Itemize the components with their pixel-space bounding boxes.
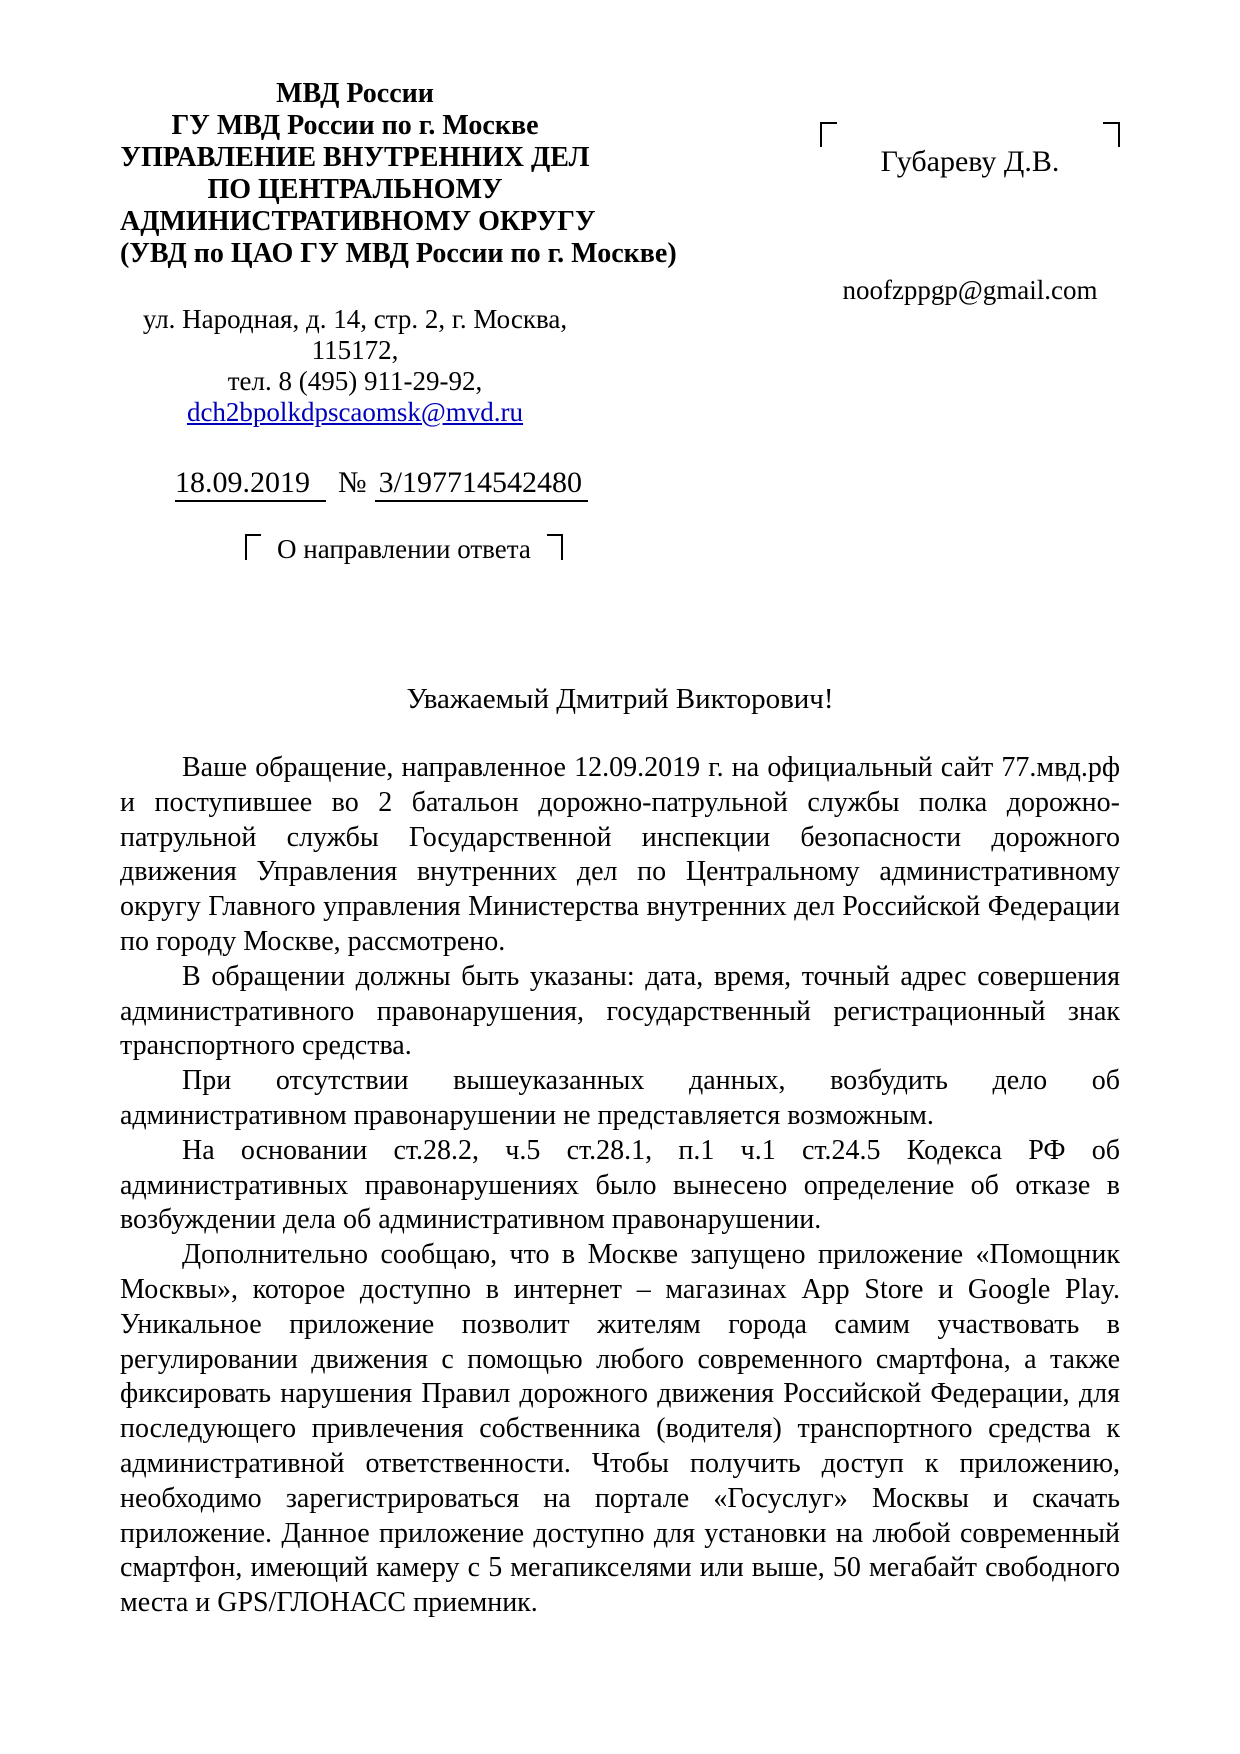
body-paragraph-2: В обращении должны быть указаны: дата, время, точный адрес совершения административного правонарушения, государственный регистрационный знак транспортного средства. bbox=[120, 960, 1120, 1062]
corner-bracket-left-icon bbox=[820, 122, 837, 147]
subject-line bbox=[120, 534, 590, 564]
body-paragraph-1: Ваше обращение, направленное 12.09.2019 г. на официальный сайт 77.мвд.рф и поступившее во 2 батальон дорожно-патрульной службы полка дорожно-патрульной службы Государственной инспекции безопасности дорожного движения Управления внутренних дел по Центральному административному округу Главного управления Министерства внутренних дел Российской Федерации по городу Москве, рассмотрено. bbox=[120, 752, 1120, 957]
body-paragraph-3: При отсутствии вышеуказанных данных, возбудить дело об административном правонарушении не представляется возможным. bbox=[120, 1065, 1120, 1131]
salutation: Уважаемый Дмитрий Викторович! bbox=[406, 683, 834, 715]
sender-contacts bbox=[120, 304, 590, 428]
sender-letterhead bbox=[120, 78, 677, 564]
body-paragraph-4: На основании ст.28.2, ч.5 ст.28.1, п.1 ч.1 ст.24.5 Кодекса РФ об административных правонарушениях было вынесено определение об отказе в возбуждении дела об административном правонарушении. bbox=[120, 1134, 1120, 1236]
letter-body bbox=[120, 751, 1120, 1621]
body-paragraph-5: Дополнительно сообщаю, что в Москве запущено приложение «Помощник Москвы», которое доступно в интернет – магазинах App Store и Google Play. Уникальное приложение позволит жителям города самим участвовать в регулировании движения с помощью любого современного смартфона, а также фиксировать нарушения Правил дорожного движения Российской Федерации, для последующего привлечения собственника (водителя) транспортного средства к административной ответственности. Чтобы получить доступ к приложению, необходимо зарегистрироваться на портале «Госуслуг» Москвы и скачать приложение. Данное приложение доступно для установки на любой современный смартфон, имеющий камеру с 5 мегапикселями или выше, 50 мегабайт свободного места и GPS/ГЛОНАСС приемник. bbox=[120, 1239, 1120, 1619]
org-line-2: ГУ МВД России по г. Москве bbox=[171, 110, 539, 141]
addressee-name: Губареву Д.В. bbox=[880, 145, 1060, 178]
number-sign: № bbox=[338, 466, 367, 499]
addressee-email: noofzppgp@gmail.com bbox=[842, 275, 1098, 305]
addressee-block bbox=[820, 78, 1120, 306]
org-line-1: МВД России bbox=[276, 78, 434, 109]
addressee-brackets bbox=[820, 122, 1120, 147]
corner-bracket-right-icon bbox=[1103, 122, 1120, 147]
org-line-4: ПО ЦЕНТРАЛЬНОМУ bbox=[207, 174, 503, 205]
letter-date: 18.09.2019 bbox=[175, 466, 326, 502]
sender-email-link[interactable]: dch2bpolkdpscaomsk@mvd.ru bbox=[186, 397, 524, 427]
org-line-5: АДМИНИСТРАТИВНОМУ ОКРУГУ bbox=[120, 206, 596, 237]
subject-text: О направлении ответа bbox=[277, 534, 531, 564]
reference-line bbox=[120, 466, 590, 502]
sender-street-address: ул. Народная, д. 14, стр. 2, г. Москва, 115172, bbox=[142, 304, 568, 365]
letter-header bbox=[120, 78, 1120, 564]
sender-phone: тел. 8 (495) 911-29-92, bbox=[227, 366, 483, 396]
letter-number: 3/197714542480 bbox=[375, 466, 588, 502]
org-line-6: (УВД по ЦАО ГУ МВД России по г. Москве) bbox=[120, 238, 677, 269]
org-line-3: УПРАВЛЕНИЕ ВНУТРЕННИХ ДЕЛ bbox=[120, 142, 590, 173]
corner-bracket-left-icon bbox=[245, 534, 261, 560]
corner-bracket-right-icon bbox=[547, 534, 563, 560]
